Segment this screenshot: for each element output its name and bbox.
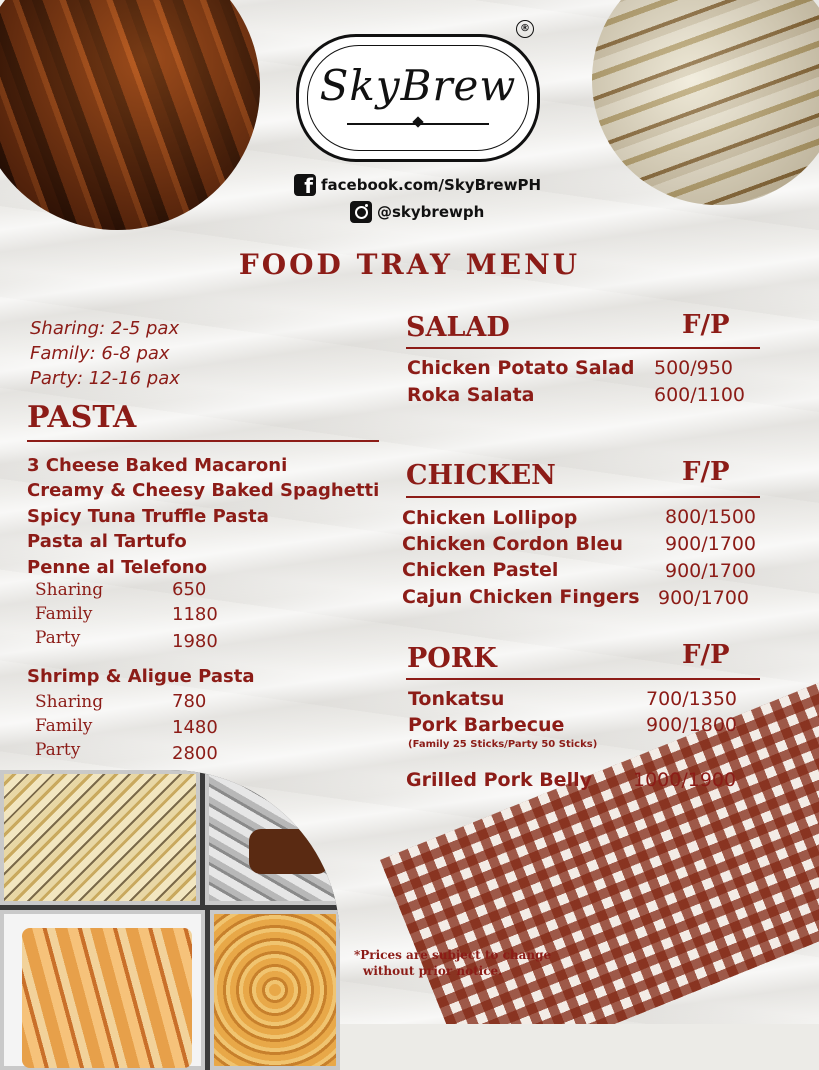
salad-item: Chicken Potato Salad bbox=[407, 357, 635, 379]
pork-price: 700/1350 bbox=[646, 688, 738, 710]
chicken-price: 900/1700 bbox=[665, 533, 757, 555]
pork-item: Tonkatsu bbox=[408, 688, 505, 710]
logo-text: SkyBrew bbox=[319, 61, 517, 110]
tier-label: Family bbox=[35, 604, 93, 624]
instagram-link[interactable] bbox=[350, 201, 484, 223]
pasta-rule bbox=[27, 440, 379, 442]
instagram-handle: @skybrewph bbox=[377, 203, 485, 221]
tier-price: 1980 bbox=[172, 631, 218, 652]
price-disclaimer bbox=[354, 947, 551, 979]
tier-price: 2800 bbox=[172, 743, 218, 764]
serving-size-sharing: Sharing: 2-5 pax bbox=[30, 318, 180, 339]
chicken-heading: CHICKEN bbox=[406, 460, 556, 491]
chicken-item: Chicken Lollipop bbox=[402, 507, 578, 529]
tier-price: 650 bbox=[172, 579, 207, 600]
chicken-price: 800/1500 bbox=[665, 506, 757, 528]
salad-item: Roka Salata bbox=[407, 384, 535, 406]
pork-price: 1000/1900 bbox=[633, 769, 737, 791]
pasta-item: 3 Cheese Baked Macaroni bbox=[27, 455, 288, 476]
disclaimer-line: *Prices are subject to change bbox=[354, 948, 552, 962]
salad-rule bbox=[406, 347, 760, 349]
tier-price: 780 bbox=[172, 691, 207, 712]
serving-size-party: Party: 12-16 pax bbox=[30, 368, 180, 389]
chicken-rule bbox=[406, 496, 760, 498]
chicken-price: 900/1700 bbox=[665, 560, 757, 582]
chicken-column-header: F/P bbox=[682, 457, 730, 487]
tier-label: Party bbox=[35, 628, 81, 648]
pork-column-header: F/P bbox=[682, 640, 730, 670]
pork-rule bbox=[406, 678, 760, 680]
tier-label: Sharing bbox=[35, 580, 104, 600]
facebook-link[interactable] bbox=[294, 174, 541, 196]
registered-mark: ® bbox=[516, 20, 534, 38]
food-trays-photo bbox=[0, 770, 340, 1070]
pasta-item: Penne al Telefono bbox=[27, 557, 207, 578]
salad-price: 600/1100 bbox=[654, 384, 746, 406]
pork-item: Grilled Pork Belly bbox=[406, 769, 592, 791]
serving-size-family: Family: 6-8 pax bbox=[30, 343, 170, 364]
facebook-icon bbox=[294, 174, 316, 196]
menu-title: FOOD TRAY MENU bbox=[238, 248, 581, 281]
serving-sizes bbox=[30, 316, 180, 391]
pasta-item: Creamy & Cheesy Baked Spaghetti bbox=[27, 480, 380, 501]
salad-column-header: F/P bbox=[682, 310, 730, 340]
pork-item: Pork Barbecue bbox=[408, 714, 565, 736]
salad-price: 500/950 bbox=[654, 357, 733, 379]
pasta-item: Spicy Tuna Truffle Pasta bbox=[27, 506, 269, 527]
disclaimer-line: without prior notice. bbox=[363, 964, 503, 978]
tier-label: Party bbox=[35, 740, 81, 760]
pasta-item: Pasta al Tartufo bbox=[27, 531, 187, 552]
tier-label: Sharing bbox=[35, 692, 104, 712]
pork-barbecue-note: (Family 25 Sticks/Party 50 Sticks) bbox=[408, 739, 598, 750]
pork-price: 900/1800 bbox=[646, 714, 738, 736]
pork-heading: PORK bbox=[407, 643, 497, 674]
chicken-item: Cajun Chicken Fingers bbox=[402, 586, 640, 608]
tier-price: 1180 bbox=[172, 604, 218, 625]
pasta-item: Shrimp & Aligue Pasta bbox=[27, 666, 255, 687]
tier-price: 1480 bbox=[172, 717, 218, 738]
tier-label: Family bbox=[35, 716, 93, 736]
facebook-handle: facebook.com/SkyBrewPH bbox=[321, 176, 542, 194]
skybrew-logo bbox=[296, 34, 540, 162]
chicken-item: Chicken Cordon Bleu bbox=[402, 533, 623, 555]
instagram-icon bbox=[350, 201, 372, 223]
chicken-price: 900/1700 bbox=[658, 587, 750, 609]
pasta-heading: PASTA bbox=[27, 400, 137, 435]
chicken-item: Chicken Pastel bbox=[402, 559, 559, 581]
salad-heading: SALAD bbox=[406, 312, 510, 343]
